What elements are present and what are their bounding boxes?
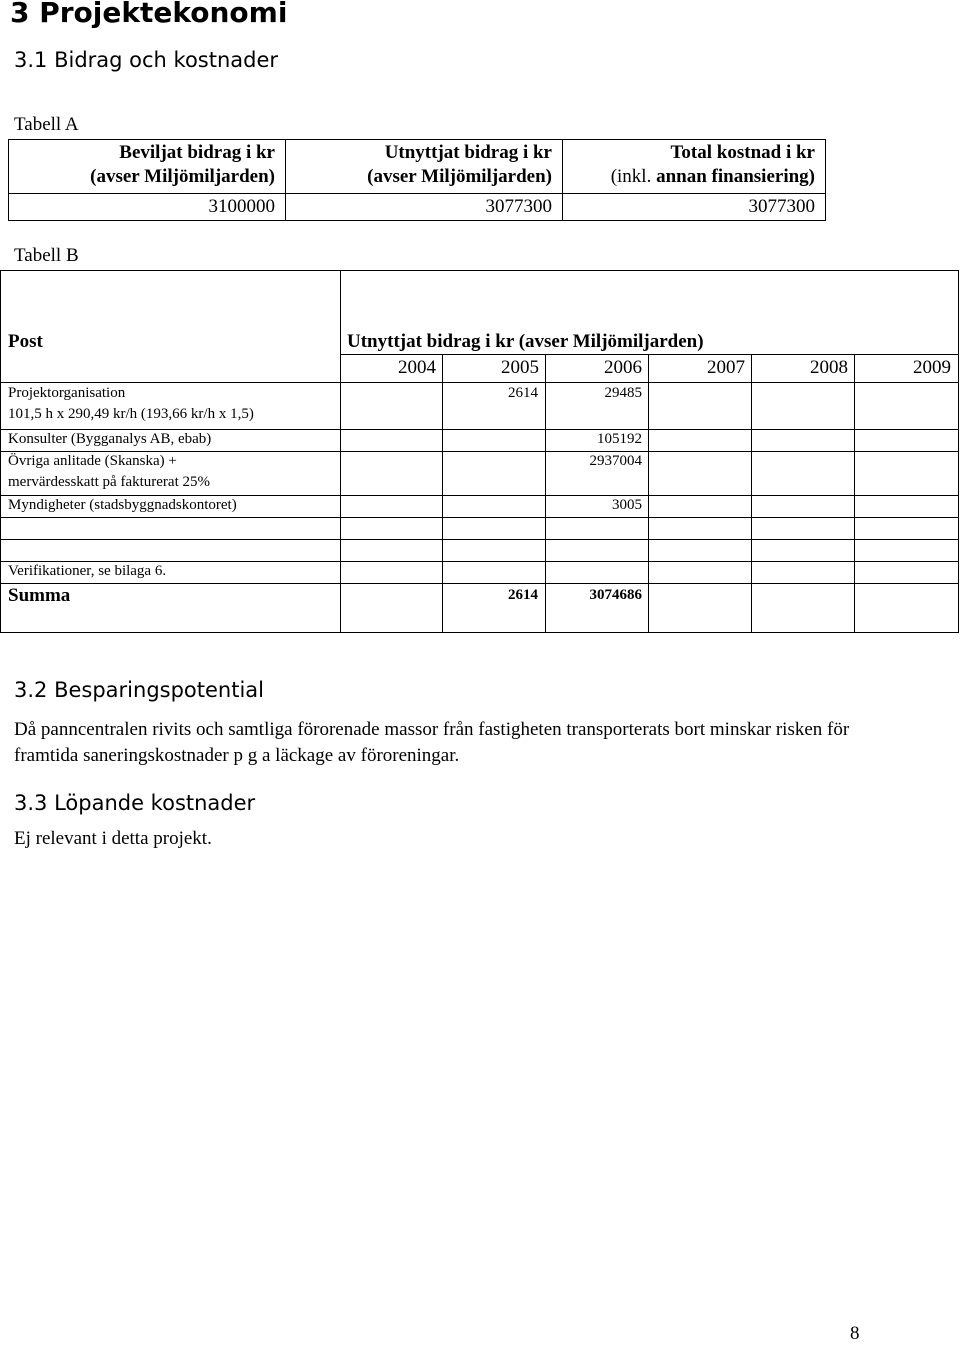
sum-label: Summa: [8, 585, 71, 606]
row-value-2005: 3005: [612, 497, 642, 513]
chapter-heading: 3 Projektekonomi: [10, 0, 288, 29]
year-2006: 2006: [604, 357, 642, 378]
table-a-value-total: 3077300: [563, 194, 826, 221]
row-sublabel: mervärdesskatt på fakturerat 25%: [8, 474, 210, 490]
table-b: [0, 270, 959, 633]
year-2009: 2009: [913, 357, 951, 378]
table-a-header-granted: Beviljat bidrag i kr (avser Miljömiljarden): [9, 140, 286, 194]
section-heading-3-2: 3.2 Besparingspotential: [14, 678, 265, 702]
row-value-2004: 2614: [508, 385, 538, 401]
group-header: Utnyttjat bidrag i kr (avser Miljömiljarden): [347, 331, 704, 352]
row-label: Myndigheter (stadsbyggnadskontoret): [8, 497, 237, 513]
post-header: Post: [8, 331, 43, 352]
page-number: 8: [850, 1323, 860, 1344]
row-label: Övriga anlitade (Skanska) +: [8, 453, 177, 469]
year-2004: 2004: [398, 357, 436, 378]
section-3-2-text: Då panncentralen rivits och samtliga förorenade massor från fastigheten transporterats bort minskar risken för framtida saneringskostnader p g a läckage av föroreningar.: [14, 719, 850, 766]
section-heading-3-1: 3.1 Bidrag och kostnader: [14, 48, 279, 72]
table-a-header-used: Utnyttjat bidrag i kr (avser Miljömiljarden): [286, 140, 563, 194]
row-value-2005: 105192: [597, 431, 642, 447]
row-value-2005: 29485: [604, 385, 642, 401]
section-heading-3-3: 3.3 Löpande kostnader: [14, 791, 256, 815]
table-a-label: Tabell A: [14, 114, 79, 135]
sum-value-2004: 2614: [508, 587, 538, 603]
year-2008: 2008: [810, 357, 848, 378]
row-sublabel: 101,5 h x 290,49 kr/h (193,66 kr/h x 1,5): [8, 406, 254, 422]
year-2007: 2007: [707, 357, 745, 378]
sum-value-2005: 3074686: [589, 587, 642, 603]
table-a: [8, 139, 826, 221]
table-a-value-used: 3077300: [286, 194, 563, 221]
row-label: Konsulter (Bygganalys AB, ebab): [8, 431, 212, 447]
row-label: Projektorganisation: [8, 385, 126, 401]
verification-note: Verifikationer, se bilaga 6.: [8, 563, 167, 579]
row-value-2005: 2937004: [589, 453, 642, 469]
table-b-label: Tabell B: [14, 245, 79, 266]
table-a-value-granted: 3100000: [9, 194, 286, 221]
section-3-3-text: Ej relevant i detta projekt.: [14, 828, 212, 849]
table-a-header-total: Total kostnad i kr (inkl. annan finansiering): [563, 140, 826, 194]
year-2005: 2005: [501, 357, 539, 378]
